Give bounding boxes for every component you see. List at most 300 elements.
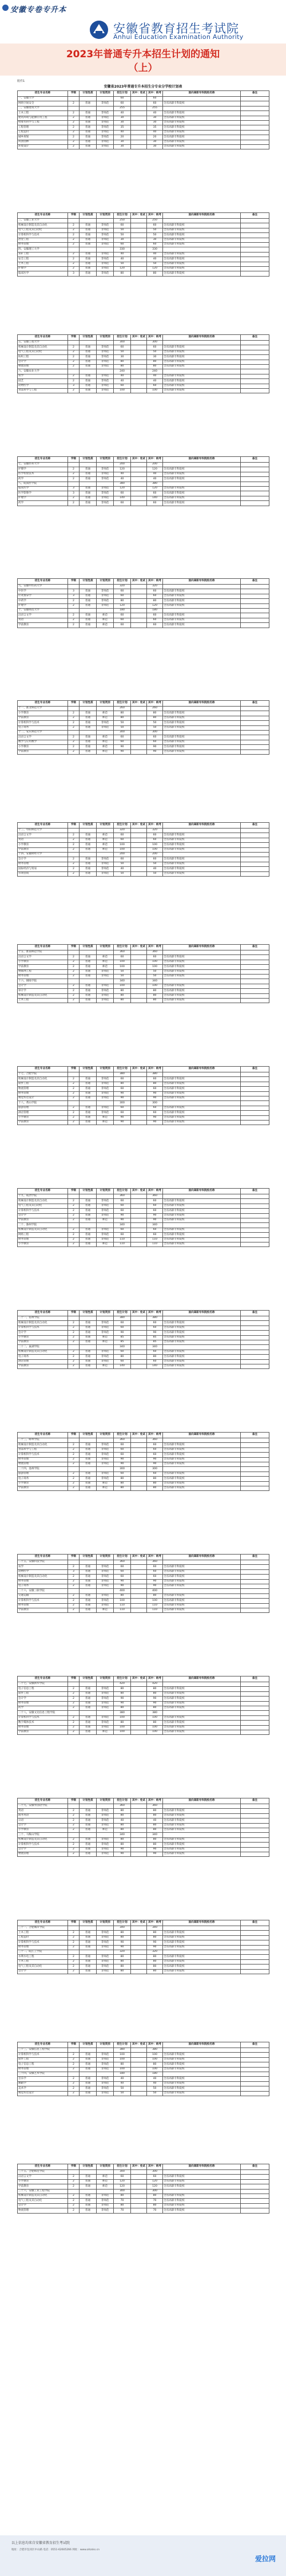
- table-cell: 软件工程: [18, 1082, 68, 1086]
- table-cell: 90: [147, 1697, 163, 1701]
- table-cell: [131, 2062, 147, 2067]
- table-cell: 35: [114, 125, 131, 130]
- table-cell: 2: [68, 1813, 80, 1818]
- table-cell: [131, 1467, 147, 1472]
- table-cell: [241, 2053, 269, 2057]
- table-cell: [131, 989, 147, 993]
- table-cell: 2: [68, 1453, 80, 1457]
- table-cell: 普通: [80, 1242, 97, 1246]
- table-cell: 260: [147, 707, 163, 711]
- table-cell: 2: [68, 984, 80, 988]
- table-cell: 师范: [97, 955, 114, 960]
- table-cell: [80, 2170, 97, 2175]
- table-cell: 全省高职专科院校: [163, 2067, 241, 2072]
- table-cell: [241, 1340, 269, 1344]
- table-cell: [241, 1115, 269, 1120]
- table-cell: [163, 341, 241, 345]
- table-cell: 300: [114, 341, 131, 345]
- table-cell: 2: [68, 1443, 80, 1447]
- column-header: 计划性质: [80, 213, 97, 219]
- table-cell: 全省高职专科院校: [163, 1242, 241, 1246]
- table-cell: 35: [147, 125, 163, 130]
- table-cell: [241, 2170, 269, 2175]
- table-row: [18, 1599, 269, 1603]
- table-cell: 60: [147, 1565, 163, 1569]
- plan-table: [17, 90, 269, 149]
- table-cell: 全省高职专科院校: [163, 2086, 241, 2091]
- table-header-row: [18, 91, 269, 97]
- table-cell: 非师范: [97, 1823, 114, 1828]
- table-cell: [241, 1813, 269, 1818]
- table-cell: 全省高职专科院校: [163, 1955, 241, 1959]
- table-cell: 90: [114, 1218, 131, 1222]
- table-cell: 全省高职专科院校: [163, 2053, 241, 2057]
- table-cell: [131, 1818, 147, 1823]
- table-cell: 2: [68, 993, 80, 998]
- column-header: 招生计划: [114, 457, 131, 463]
- table-header-row: [18, 457, 269, 463]
- table-cell: [241, 1560, 269, 1565]
- table-cell: 全省高职专科院校: [163, 1120, 241, 1125]
- table-cell: 普通: [80, 989, 97, 993]
- table-cell: 普通: [80, 1697, 97, 1701]
- table-cell: 普通: [80, 721, 97, 725]
- table-cell: [131, 1940, 147, 1945]
- table-cell: [131, 1477, 147, 1481]
- table-cell: 普通: [80, 965, 97, 969]
- table-row: [18, 1072, 269, 1077]
- table-cell: 师范: [97, 1340, 114, 1344]
- table-cell: 师范: [97, 623, 114, 628]
- table-cell: 2: [68, 1096, 80, 1100]
- column-header: 招生专业名称: [18, 1798, 68, 1804]
- table-cell: [131, 1481, 147, 1486]
- table-cell: [68, 2170, 80, 2175]
- column-header: 学制: [68, 701, 80, 707]
- table-cell: [131, 1823, 147, 1828]
- table-cell: [68, 979, 80, 984]
- table-cell: 60: [114, 1326, 131, 1330]
- table-cell: 英语: [18, 618, 68, 622]
- table-cell: [131, 1443, 147, 1447]
- table-cell: [131, 1706, 147, 1710]
- column-header: 其中：免试: [131, 823, 147, 829]
- table-cell: 非师范: [97, 1687, 114, 1691]
- table-cell: [241, 477, 269, 482]
- table-cell: 普通: [80, 1847, 97, 1852]
- table-cell: [131, 867, 147, 871]
- table-cell: 数字媒体技术: [18, 1721, 68, 1725]
- table-row: [18, 125, 269, 130]
- table-row: [18, 950, 269, 955]
- table-cell: 全省高职专科院校: [163, 1599, 241, 1603]
- table-cell: 非师范: [97, 1701, 114, 1706]
- table-cell: 80: [114, 1486, 131, 1490]
- table-cell: 360: [114, 1804, 131, 1809]
- table-cell: [241, 355, 269, 360]
- table-cell: 普通: [80, 984, 97, 988]
- column-header: 学制: [68, 1189, 80, 1194]
- table-cell: 普通: [80, 1077, 97, 1082]
- column-header: 备注: [241, 823, 269, 829]
- table-cell: 340: [114, 1926, 131, 1931]
- table-row: [18, 116, 269, 120]
- table-cell: 全省高职专科院校: [163, 1096, 241, 1100]
- table-cell: 师范: [97, 711, 114, 716]
- table-header-row: [18, 213, 269, 219]
- table-cell: 40: [147, 130, 163, 135]
- table-cell: [131, 852, 147, 857]
- table-header-row: [18, 579, 269, 585]
- table-cell: 50: [114, 2091, 131, 2096]
- table-cell: 全省高职专科院校: [163, 1964, 241, 1969]
- table-cell: 普通: [80, 1955, 97, 1959]
- table-cell: [241, 955, 269, 960]
- table-row: [18, 955, 269, 960]
- table-row: [18, 2048, 269, 2053]
- table-cell: 普通: [80, 960, 97, 964]
- plan-table: [17, 1066, 269, 1125]
- table-cell: 小学教育: [18, 1335, 68, 1340]
- table-cell: 普通: [80, 2067, 97, 2072]
- table-cell: 80: [114, 1477, 131, 1481]
- table-cell: [241, 2086, 269, 2091]
- table-cell: 100: [114, 388, 131, 393]
- table-cell: [131, 2072, 147, 2076]
- table-cell: [241, 130, 269, 135]
- table-cell: 普通: [80, 867, 97, 871]
- table-cell: 320: [147, 829, 163, 833]
- table-cell: 机械设计制造及其自动化: [18, 1321, 68, 1326]
- table-cell: [131, 730, 147, 735]
- column-header: 面向高职专科院校名称: [163, 1920, 241, 1926]
- table-cell: 380: [114, 1072, 131, 1077]
- table-cell: 普通: [80, 599, 97, 603]
- table-cell: 普通: [80, 1701, 97, 1706]
- table-cell: [131, 1462, 147, 1466]
- table-cell: 360: [114, 950, 131, 955]
- table-cell: 十七、合肥学院: [18, 1072, 68, 1077]
- table-cell: 100: [114, 2067, 131, 2072]
- table-row: [18, 1233, 269, 1237]
- column-header: 备注: [241, 1920, 269, 1926]
- table-cell: 50: [114, 233, 131, 238]
- table-cell: 2: [68, 1697, 80, 1701]
- table-cell: 普通: [80, 364, 97, 369]
- column-header: 其中：统考: [147, 2042, 163, 2048]
- table-cell: 380: [114, 482, 131, 486]
- table-cell: 50: [147, 725, 163, 730]
- column-header: 计划类别: [97, 1189, 114, 1194]
- table-row: [18, 364, 269, 369]
- table-cell: [241, 1593, 269, 1598]
- table-cell: 非师范: [97, 271, 114, 276]
- table-cell: 师范: [97, 833, 114, 838]
- table-cell: 2: [68, 101, 80, 106]
- table-cell: [241, 496, 269, 500]
- table-cell: 90: [147, 1945, 163, 1950]
- table-cell: [80, 2189, 97, 2194]
- table-cell: [131, 1959, 147, 1964]
- table-cell: 普通: [80, 613, 97, 618]
- table-cell: 60: [147, 1077, 163, 1082]
- table-cell: 80: [147, 1959, 163, 1964]
- table-cell: [241, 852, 269, 857]
- table-cell: 师范: [97, 1828, 114, 1832]
- table-cell: [80, 979, 97, 984]
- table-cell: 全省高职专科院校: [163, 1364, 241, 1368]
- table-cell: 电子商务: [18, 1584, 68, 1588]
- table-cell: 普通: [80, 1706, 97, 1710]
- table-cell: [131, 594, 147, 598]
- table-cell: [131, 1486, 147, 1490]
- table-cell: 全省高职专科院校: [163, 242, 241, 247]
- table-row: [18, 1350, 269, 1354]
- table-cell: [131, 1204, 147, 1208]
- table-cell: [131, 482, 147, 486]
- table-cell: 二、安徽建筑大学: [18, 106, 68, 111]
- table-cell: 60: [147, 833, 163, 838]
- table-cell: 2: [68, 1326, 80, 1330]
- table-cell: 30: [147, 120, 163, 125]
- table-cell: [241, 1715, 269, 1720]
- table-cell: 60: [147, 613, 163, 618]
- table-cell: 50: [114, 969, 131, 974]
- table-row: [18, 1326, 269, 1330]
- table-row: [18, 1223, 269, 1228]
- table-cell: 2: [68, 1843, 80, 1847]
- column-header: 其中：免试: [131, 2042, 147, 2048]
- table-cell: [131, 603, 147, 608]
- table-cell: 非师范: [97, 496, 114, 500]
- table-cell: [131, 984, 147, 988]
- table-row: [18, 871, 269, 876]
- table-cell: 全省高职专科院校: [163, 847, 241, 852]
- table-row: [18, 379, 269, 384]
- table-cell: 2: [68, 2203, 80, 2208]
- table-cell: 非师范: [97, 1593, 114, 1598]
- table-cell: [131, 228, 147, 232]
- table-cell: 100: [147, 388, 163, 393]
- table-cell: 60: [147, 1575, 163, 1579]
- table-cell: 非师范: [97, 1935, 114, 1940]
- table-row: [18, 238, 269, 242]
- table-cell: 70: [147, 2199, 163, 2203]
- table-cell: [163, 979, 241, 984]
- table-cell: 300: [147, 730, 163, 735]
- table-cell: [68, 1950, 80, 1954]
- table-cell: [131, 2048, 147, 2053]
- table-cell: [241, 589, 269, 594]
- table-cell: 全省高职专科院校: [163, 2077, 241, 2081]
- table-cell: [131, 1955, 147, 1959]
- table-cell: 会计学: [18, 984, 68, 988]
- table-cell: 汉语言文学: [18, 955, 68, 960]
- table-cell: 普通: [80, 1959, 97, 1964]
- table-cell: 2: [68, 355, 80, 360]
- table-cell: 60: [147, 1106, 163, 1110]
- table-cell: [241, 862, 269, 866]
- table-cell: 40: [147, 379, 163, 384]
- table-cell: [97, 2170, 114, 2175]
- table-cell: 2: [68, 862, 80, 866]
- table-cell: 全省高职专科院校: [163, 613, 241, 618]
- table-cell: 60: [114, 955, 131, 960]
- table-cell: 全省高职专科院校: [163, 960, 241, 964]
- table-cell: 非师范: [97, 1213, 114, 1218]
- table-cell: [131, 219, 147, 223]
- table-cell: [163, 2170, 241, 2175]
- table-cell: [131, 745, 147, 749]
- table-cell: 师范: [97, 1120, 114, 1125]
- table-cell: 60: [147, 1204, 163, 1208]
- table-cell: [163, 2072, 241, 2076]
- table-cell: 2: [68, 2081, 80, 2086]
- table-cell: 普通: [80, 1823, 97, 1828]
- table-row: [18, 618, 269, 622]
- table-cell: 非师范: [97, 1359, 114, 1364]
- table-cell: 80: [114, 2062, 131, 2067]
- table-cell: 全省高职专科院校: [163, 125, 241, 130]
- table-cell: 普通: [80, 1340, 97, 1344]
- table-cell: 二十七、安徽新华学院: [18, 1682, 68, 1687]
- table-cell: [241, 2184, 269, 2189]
- table-cell: [241, 1457, 269, 1462]
- table-cell: 普通: [80, 969, 97, 974]
- table-cell: 审计学: [18, 989, 68, 993]
- table-cell: 非师范: [97, 266, 114, 271]
- table-cell: [131, 374, 147, 378]
- column-header: 其中：免试: [131, 945, 147, 950]
- table-cell: 非师范: [97, 486, 114, 491]
- table-cell: [80, 585, 97, 589]
- table-cell: [241, 1691, 269, 1696]
- table-cell: 80: [114, 1706, 131, 1710]
- table-cell: 普通: [80, 2175, 97, 2179]
- table-cell: 40: [147, 2077, 163, 2081]
- table-cell: 2: [68, 1969, 80, 1974]
- table-cell: 360: [147, 950, 163, 955]
- table-cell: 380: [147, 482, 163, 486]
- table-cell: 360: [147, 1438, 163, 1443]
- table-cell: 全省高职专科院校: [163, 843, 241, 847]
- table-cell: 非师范: [97, 1959, 114, 1964]
- table-cell: [241, 2062, 269, 2067]
- table-cell: [97, 97, 114, 101]
- table-cell: 建筑环境与能源应用工程: [18, 116, 68, 120]
- table-row: [18, 228, 269, 232]
- table-cell: 小学教育: [18, 1115, 68, 1120]
- table-cell: 机械设计制造及其自动化: [18, 345, 68, 350]
- column-header: 面向高职专科院校名称: [163, 1311, 241, 1316]
- table-cell: [241, 1447, 269, 1452]
- table-cell: [97, 585, 114, 589]
- table-cell: [131, 1228, 147, 1232]
- column-header: 学制: [68, 945, 80, 950]
- table-cell: 全省高职专科院校: [163, 1852, 241, 1856]
- table-cell: 普通: [80, 111, 97, 116]
- table-cell: 普通: [80, 1599, 97, 1603]
- table-cell: 60: [147, 1326, 163, 1330]
- table-cell: 非师范: [97, 223, 114, 228]
- table-cell: [241, 1228, 269, 1232]
- table-row: [18, 740, 269, 744]
- table-cell: 全省高职专科院校: [163, 1335, 241, 1340]
- table-cell: 全省高职专科院校: [163, 252, 241, 257]
- table-cell: 普通: [80, 501, 97, 506]
- table-row: [18, 2072, 269, 2076]
- table-cell: 2: [68, 1087, 80, 1091]
- plan-table: [17, 1432, 269, 1491]
- table-cell: 全省高职专科院校: [163, 388, 241, 393]
- table-cell: 180: [147, 608, 163, 613]
- table-cell: 85: [114, 1340, 131, 1344]
- plan-table: [17, 1554, 269, 1613]
- table-cell: 60: [114, 1204, 131, 1208]
- plan-table-section: [17, 1676, 269, 1735]
- org-banner: [0, 16, 286, 44]
- table-cell: 2: [68, 969, 80, 974]
- table-cell: 140: [147, 1364, 163, 1368]
- table-cell: 全省高职专科院校: [163, 1565, 241, 1569]
- table-row: [18, 1091, 269, 1096]
- table-cell: [131, 242, 147, 247]
- table-cell: 非师范: [97, 1326, 114, 1330]
- table-cell: 40: [147, 257, 163, 262]
- table-cell: [241, 1082, 269, 1086]
- table-cell: 普通: [80, 116, 97, 120]
- table-cell: 非师范: [97, 2091, 114, 2096]
- column-header: 面向高职专科院校名称: [163, 335, 241, 341]
- column-header: 计划性质: [80, 1676, 97, 1682]
- table-cell: 会计学: [18, 1969, 68, 1974]
- table-cell: [131, 1223, 147, 1228]
- table-cell: 80: [147, 1935, 163, 1940]
- table-cell: [241, 1077, 269, 1082]
- table-cell: [241, 341, 269, 345]
- table-cell: 全省高职专科院校: [163, 623, 241, 628]
- table-cell: [241, 1565, 269, 1569]
- table-cell: 90: [114, 1091, 131, 1096]
- table-cell: 120: [147, 266, 163, 271]
- table-cell: 30: [147, 116, 163, 120]
- table-cell: [241, 1599, 269, 1603]
- column-header: 其中：统考: [147, 579, 163, 585]
- table-cell: 非师范: [97, 116, 114, 120]
- table-cell: 舞蹈学: [18, 2081, 68, 2086]
- table-cell: 50: [114, 862, 131, 866]
- table-cell: [241, 843, 269, 847]
- table-cell: [241, 1345, 269, 1350]
- table-row: [18, 2208, 269, 2213]
- table-cell: 学前教育: [18, 1120, 68, 1125]
- table-cell: 全省高职专科院校: [163, 1350, 241, 1354]
- table-cell: 60: [114, 589, 131, 594]
- table-row: [18, 1345, 269, 1350]
- table-cell: 财务管理: [18, 1725, 68, 1730]
- table-cell: 2: [68, 135, 80, 140]
- table-cell: 全省高职专科院校: [163, 345, 241, 350]
- table-cell: 2: [68, 740, 80, 744]
- table-cell: 普通: [80, 1945, 97, 1950]
- column-header: 备注: [241, 945, 269, 950]
- table-cell: 20: [114, 135, 131, 140]
- column-header: 招生计划: [114, 945, 131, 950]
- table-cell: 学前教育: [18, 965, 68, 969]
- table-cell: 全省高职专科院校: [163, 1477, 241, 1481]
- table-cell: [131, 1345, 147, 1350]
- table-cell: 3: [68, 271, 80, 276]
